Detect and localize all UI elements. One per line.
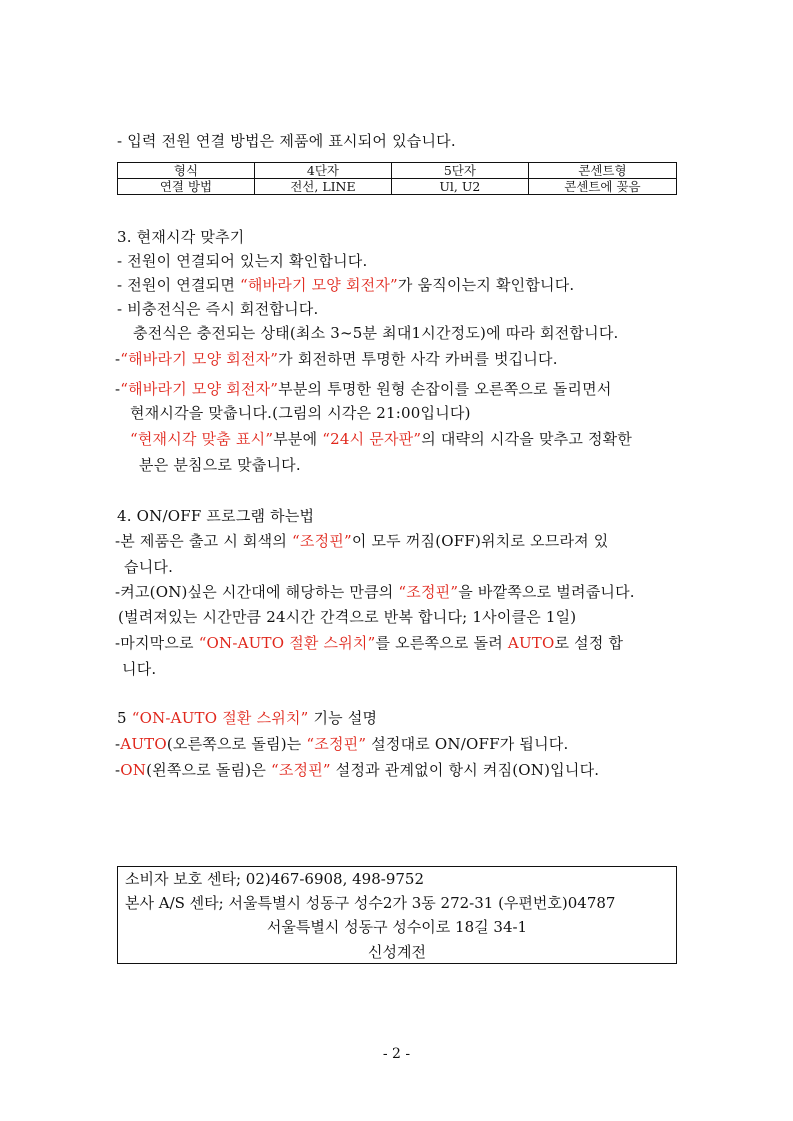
text: 를 오른쪽으로 돌려 (375, 634, 508, 652)
company-name: 신성계전 (368, 943, 426, 961)
highlight-text: “조정핀” (306, 735, 367, 753)
table-header-row (118, 163, 677, 179)
text: 설정대로 ON/OFF가 됩니다. (366, 735, 569, 753)
section-4-title: 4. ON/OFF 프로그램 하는법 (117, 507, 315, 525)
text: - (115, 350, 121, 368)
s4-line-2: 습니다. (124, 558, 174, 576)
s4-line-6: 니다. (122, 660, 157, 678)
table-cell: Ul, U2 (391, 179, 528, 195)
s3-line-1: - 전원이 연결되어 있는지 확인합니다. (117, 252, 368, 270)
section-3-title: 3. 현재시각 맞추기 (117, 228, 245, 246)
text: - 전원이 연결되면 (117, 276, 241, 294)
s4-line-4: (벌려져있는 시간만큼 24시간 간격으로 반복 합니다; 1사이클은 1일) (118, 608, 577, 626)
page-number: - 2 - (382, 1046, 411, 1062)
text: 기능 설명 (308, 709, 378, 727)
s3-line-5 (115, 349, 558, 369)
text: - (115, 380, 121, 398)
text: (왼쪽으로 돌림)은 (146, 761, 271, 779)
table-cell: 연결 방법 (118, 179, 255, 195)
text: -켜고(ON)싶은 시간대에 해당하는 만큼의 (115, 583, 399, 601)
s4-line-1 (115, 531, 609, 551)
text: 의 대략의 시각을 맞추고 정확한 (421, 430, 633, 448)
highlight-text: “조정핀” (292, 532, 352, 550)
text: -마지막으로 (115, 634, 199, 652)
highlight-text: “현재시각 맞춤 표시” (130, 430, 274, 448)
s3-line-9: 분은 분침으로 맞춥니다. (139, 456, 301, 474)
text: 5 (117, 709, 132, 727)
table-cell: 콘센트에 꽂음 (528, 179, 676, 195)
text: -본 제품은 출고 시 회색의 (115, 532, 293, 550)
s5-line-1 (115, 734, 568, 754)
s3-line-6 (115, 379, 612, 399)
highlight-text: “조정핀” (398, 583, 459, 601)
text: 가 회전하면 투명한 사각 카버를 벗깁니다. (278, 350, 558, 368)
s3-line-4: 충전식은 충전되는 상태(최소 3~5분 최대1시간정도)에 따라 회전합니다. (133, 324, 619, 342)
highlight-text: AUTO (120, 735, 167, 753)
s3-line-3: - 비충전식은 즉시 회전합니다. (117, 300, 319, 318)
s4-line-3 (115, 582, 635, 602)
table-cell: 4단자 (254, 163, 391, 179)
text: (오른쪽으로 돌림)는 (166, 735, 307, 753)
contact-info-box (117, 866, 677, 964)
consumer-center-line: 소비자 보호 센타; 02)467-6908, 498-9752 (125, 870, 425, 888)
highlight-text: “해바라기 모양 회전자” (120, 350, 279, 368)
s3-line-2 (117, 275, 574, 295)
highlight-text: ON (120, 761, 147, 779)
text: 설정과 관계없이 항시 켜짐(ON)입니다. (330, 761, 600, 779)
text: 로 설정 합 (554, 634, 624, 652)
highlight-text: “해바라기 모양 회전자” (120, 380, 279, 398)
s5-line-2 (115, 760, 599, 780)
highlight-text: “ON-AUTO 절환 스위치” (198, 634, 376, 652)
connection-note: - 입력 전원 연결 방법은 제품에 표시되어 있습니다. (117, 132, 456, 150)
table-cell: 전선, LINE (254, 179, 391, 195)
text: 부분에 (273, 430, 323, 448)
text: 가 움직이는지 확인합니다. (397, 276, 575, 294)
table-cell: 형식 (118, 163, 255, 179)
text: - (115, 761, 121, 779)
section-5-title (117, 708, 377, 728)
table-row (118, 179, 677, 195)
table-cell: 콘센트형 (528, 163, 676, 179)
text: - (115, 735, 121, 753)
highlight-text: “ON-AUTO 절환 스위치” (131, 709, 309, 727)
highlight-text: AUTO (507, 634, 555, 652)
table-cell: 5단자 (391, 163, 528, 179)
s3-line-8 (130, 429, 632, 449)
text: 이 모두 꺼짐(OFF)위치로 오므라져 있 (351, 532, 609, 550)
s4-line-5 (115, 633, 623, 653)
text: 부분의 투명한 원형 손잡이를 오른쪽으로 돌리면서 (278, 380, 612, 398)
highlight-text: “해바라기 모양 회전자” (240, 276, 398, 294)
highlight-text: “조정핀” (270, 761, 331, 779)
text: 을 바깥쪽으로 벌려줍니다. (458, 583, 635, 601)
address-line: 서울특별시 성동구 성수이로 18길 34-1 (266, 918, 528, 936)
s3-line-7: 현재시각을 맞춥니다.(그림의 시각은 21:00입니다) (130, 404, 471, 422)
hq-service-line: 본사 A/S 센타; 서울특별시 성동구 성수2가 3동 272-31 (우편번호)04787 (125, 894, 616, 912)
connection-spec-table (117, 162, 677, 195)
highlight-text: “24시 문자판” (322, 430, 422, 448)
